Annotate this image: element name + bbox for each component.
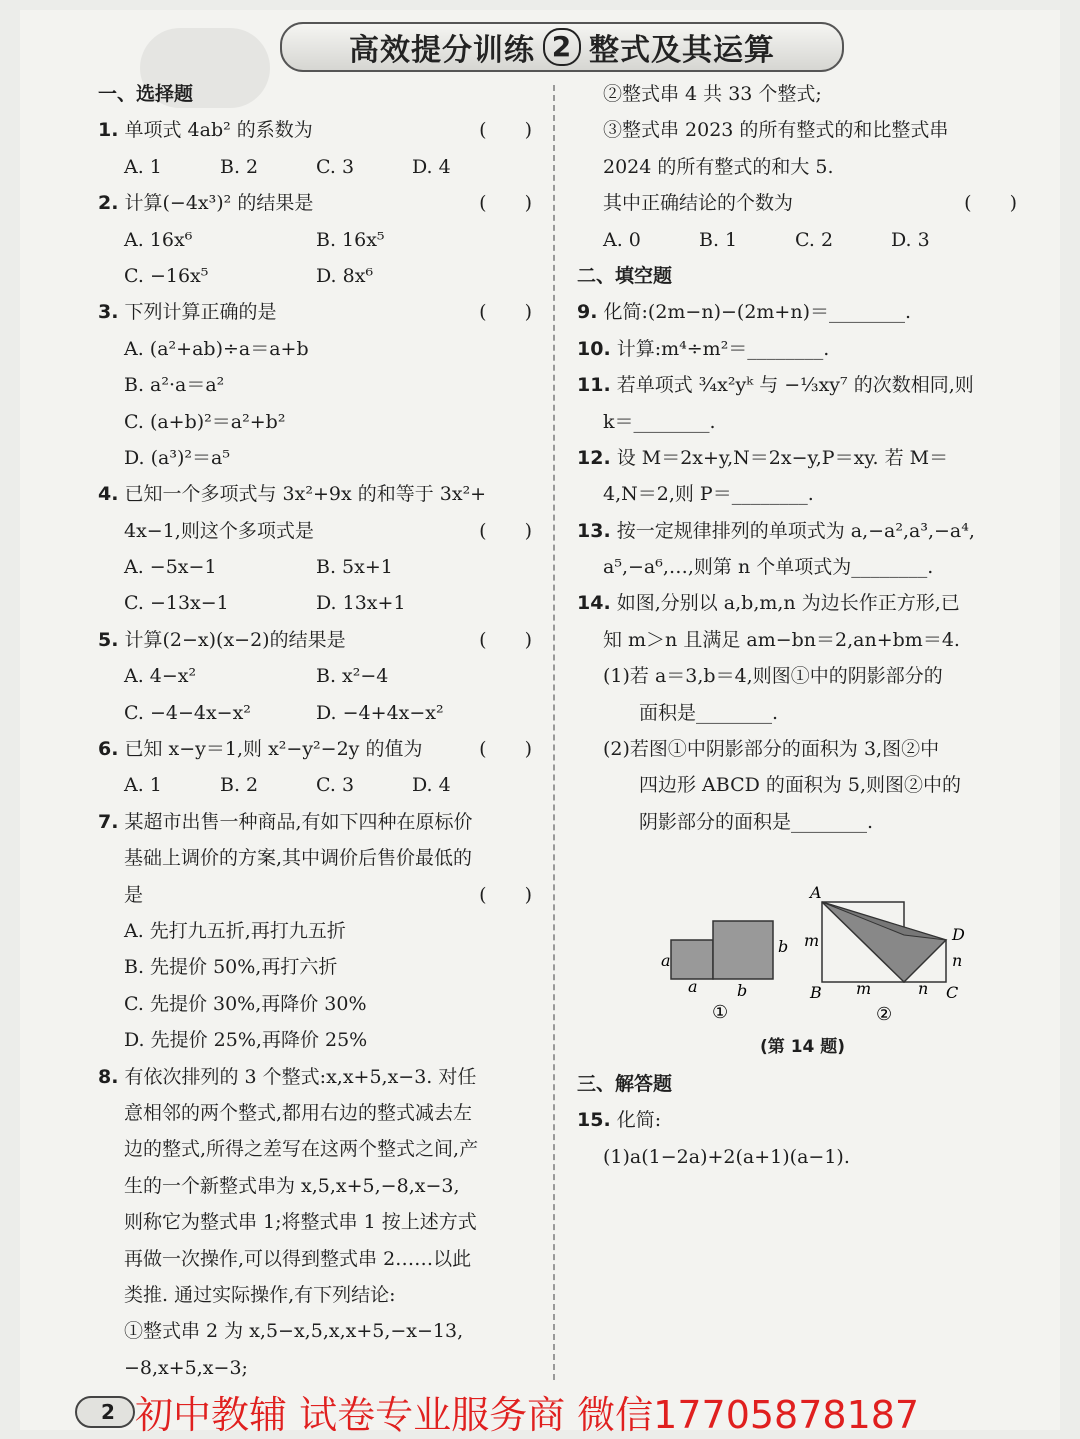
question-14-cont: 知 m＞n 且满足 am−bn＝2,an+bm＝4.	[603, 628, 960, 651]
label-m: m	[804, 931, 820, 950]
square-b	[713, 921, 773, 979]
question-13: 13. 按一定规律排列的单项式为 a,−a²,a³,−a⁴,	[577, 519, 975, 542]
q8-conclusion-3-cont: 2024 的所有整式的和大 5.	[603, 155, 834, 178]
options-5a: A. 4−x² B. x²−4	[124, 665, 389, 688]
question-6: 6. 已知 x−y＝1,则 x²−y²−2y 的值为 ( )	[98, 738, 532, 761]
question-5: 5. 计算(2−x)(x−2)的结果是 ( )	[98, 628, 532, 651]
column-divider	[553, 85, 555, 1380]
question-14: 14. 如图,分别以 a,b,m,n 为边长作正方形,已	[577, 592, 960, 615]
question-8-line: 生的一个新整式串为 x,5,x+5,−8,x−3,	[124, 1174, 460, 1197]
question-8-line: ①整式串 2 为 x,5−x,5,x,x+5,−x−13,	[124, 1320, 464, 1343]
label-n: n	[952, 951, 963, 970]
question-8-line: 则称它为整式串 1;将整式串 1 按上述方式	[124, 1211, 477, 1234]
option-7c: C. 先提价 30%,再降价 30%	[124, 992, 367, 1015]
right-column	[577, 76, 1017, 840]
shaded-triangle	[822, 902, 946, 982]
label-A: A	[810, 883, 822, 902]
question-7-cont2: 是 ( )	[124, 883, 532, 906]
question-14-part1-cont: 面积是________.	[639, 701, 779, 724]
question-11: 11. 若单项式 ¾x²yᵏ 与 −⅓xy⁷ 的次数相同,则	[577, 374, 974, 397]
figure-caption: (第 14 题)	[760, 1037, 846, 1057]
question-15-part1: (1)a(1−2a)+2(a+1)(a−1).	[603, 1145, 850, 1168]
question-8-line: 再做一次操作,可以得到整式串 2……以此	[124, 1247, 472, 1270]
page-title	[280, 22, 844, 72]
question-12: 12. 设 M＝2x+y,N＝2x−y,P＝xy. 若 M＝	[577, 446, 949, 469]
options-1: A. 1 B. 2 C. 3 D. 4	[124, 155, 451, 178]
question-14-part2: (2)若图①中阴影部分的面积为 3,图②中	[603, 738, 940, 761]
option-3d: D. (a³)²＝a⁵	[124, 446, 230, 469]
question-8-line: −8,x+5,x−3;	[124, 1356, 248, 1379]
title-number: 2	[543, 28, 581, 66]
option-3a: A. (a²+ab)÷a＝a+b	[124, 337, 309, 360]
label-C: C	[946, 983, 959, 1002]
question-11-cont: k＝________.	[603, 410, 716, 433]
question-4-cont: 4x−1,则这个多项式是 ( )	[124, 519, 532, 542]
label-a: a	[661, 951, 671, 970]
label-D: D	[952, 925, 965, 944]
question-14-part1: (1)若 a＝3,b＝4,则图①中的阴影部分的	[603, 665, 943, 688]
label-B: B	[810, 983, 822, 1002]
question-13-cont: a⁵,−a⁶,…,则第 n 个单项式为________.	[603, 556, 934, 579]
question-8-line: 边的整式,所得之差写在这两个整式之间,产	[124, 1138, 479, 1161]
option-7d: D. 先提价 25%,再降价 25%	[124, 1029, 368, 1052]
options-6: A. 1 B. 2 C. 3 D. 4	[124, 774, 451, 797]
question-10: 10. 计算:m⁴÷m²＝________.	[577, 337, 830, 360]
square-a	[671, 940, 713, 979]
watermark: 初中教辅 试卷专业服务商 微信17705878187	[135, 1393, 920, 1437]
options-2b: C. −16x⁵ D. 8x⁶	[124, 264, 374, 287]
label-m-bottom: m	[856, 979, 872, 998]
option-7a: A. 先打九五折,再打九五折	[124, 919, 346, 942]
question-1: 1. 单项式 4ab² 的系数为 ( )	[98, 119, 532, 142]
question-3: 3. 下列计算正确的是 ( )	[98, 301, 532, 324]
question-12-cont: 4,N＝2,则 P＝________.	[603, 483, 814, 506]
label-fig1: ①	[712, 1002, 729, 1023]
question-8-line: 意相邻的两个整式,都用右边的整式减去左	[124, 1101, 473, 1124]
options-4b: C. −13x−1 D. 13x+1	[124, 592, 406, 615]
q8-conclusion-3: ③整式串 2023 的所有整式的和比整式串	[603, 119, 949, 142]
q8-question: 其中正确结论的个数为 ( )	[603, 192, 1017, 215]
options-2a: A. 16x⁶ B. 16x⁵	[124, 228, 385, 251]
title-left: 高效提分训练	[349, 33, 535, 68]
label-b-bottom: b	[737, 981, 748, 1000]
options-5b: C. −4−4x−x² D. −4+4x−x²	[124, 701, 444, 724]
label-fig2: ②	[876, 1004, 893, 1025]
section-heading: 三、解答题	[577, 1073, 673, 1095]
question-8: 8. 有依次排列的 3 个整式:x,x+5,x−3. 对任	[98, 1065, 477, 1088]
figure-14	[660, 880, 980, 1030]
question-7: 7. 某超市出售一种商品,有如下四种在原标价	[98, 810, 473, 833]
question-7-cont1: 基础上调价的方案,其中调价后售价最低的	[124, 847, 473, 870]
question-14-part2-cont: 阴影部分的面积是________.	[639, 810, 874, 833]
right-column-bottom	[577, 1066, 1017, 1175]
label-b: b	[778, 937, 789, 956]
q8-conclusion-2: ②整式串 4 共 33 个整式;	[603, 83, 822, 105]
question-14-part2-cont: 四边形 ABCD 的面积为 5,则图②中的	[639, 774, 962, 797]
section-heading: 二、填空题	[577, 264, 673, 287]
page-number: 2	[75, 1396, 135, 1428]
question-15: 15. 化简:	[577, 1109, 662, 1132]
question-2: 2. 计算(−4x³)² 的结果是 ( )	[98, 192, 532, 215]
title-right: 整式及其运算	[589, 33, 775, 68]
options-4a: A. −5x−1 B. 5x+1	[124, 556, 393, 579]
option-3c: C. (a+b)²＝a²+b²	[124, 410, 286, 433]
question-8-line: 类推. 通过实际操作,有下列结论:	[124, 1283, 396, 1306]
q8-options: A. 0 B. 1 C. 2 D. 3	[603, 228, 930, 251]
label-n-bottom: n	[918, 979, 929, 998]
left-column	[98, 76, 532, 1386]
section-heading: 一、选择题	[98, 83, 194, 105]
option-3b: B. a²·a＝a²	[124, 374, 225, 397]
label-a-bottom: a	[688, 977, 698, 996]
question-9: 9. 化简:(2m−n)−(2m+n)＝________.	[577, 301, 912, 324]
question-4: 4. 已知一个多项式与 3x²+9x 的和等于 3x²+	[98, 483, 487, 506]
option-7b: B. 先提价 50%,再打六折	[124, 956, 338, 979]
